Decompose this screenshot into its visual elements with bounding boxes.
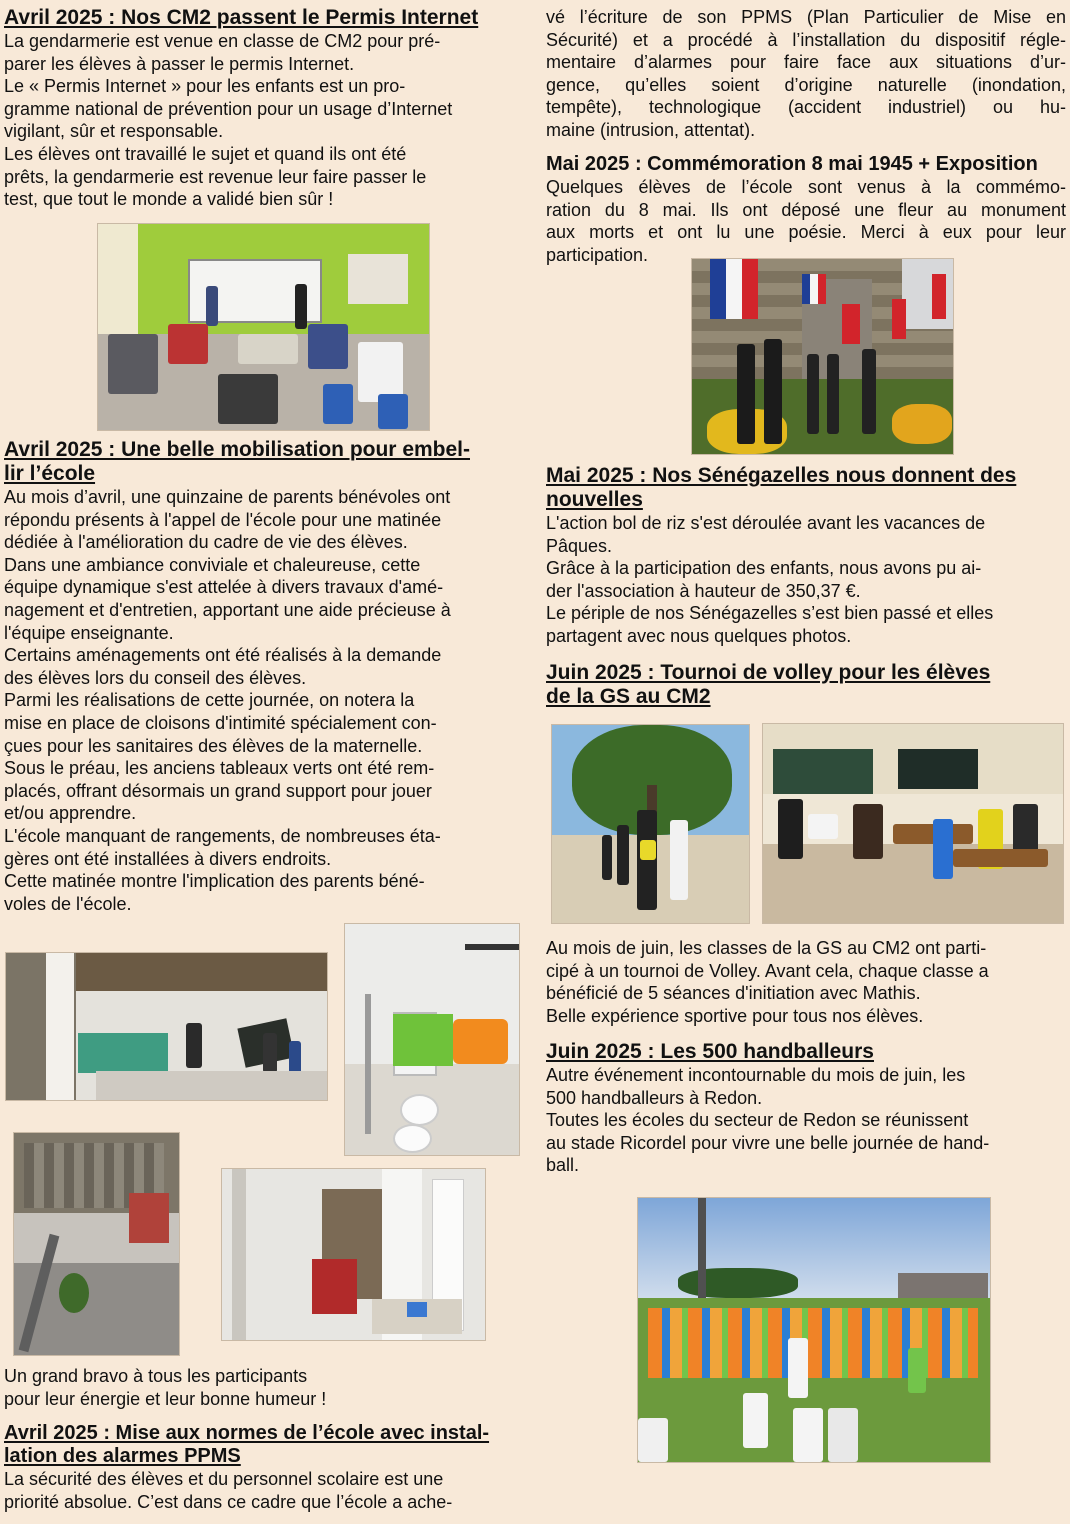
article-permis-internet xyxy=(4,6,526,211)
article-title: lir l’école xyxy=(4,462,96,485)
handball-photo xyxy=(637,1197,991,1463)
paragraph: test, que tout le monde a validé bien sûr ! xyxy=(4,189,334,210)
paragraph: pour leur énergie et leur bonne humeur ! xyxy=(4,1388,327,1409)
article-body xyxy=(546,512,1066,648)
text-line: l'équipe enseignante. xyxy=(4,622,174,643)
text-line: bénéficié de 5 séances d'initiation avec Mathis. xyxy=(546,983,921,1004)
text-line: Quelques élèves de l’école sont venus à la commémo- xyxy=(546,177,1066,197)
text-line: Parmi les réalisations de cette journée, on notera la xyxy=(4,690,415,711)
article-ppms-continued xyxy=(546,6,1066,142)
text-line: maine (intrusion, attentat). xyxy=(546,119,756,140)
text-line: partagent avec nous quelques photos. xyxy=(546,625,852,646)
article-title: Juin 2025 : Tournoi de volley pour les élèves xyxy=(546,661,991,684)
text-line: Cette matinée montre l'implication des parents béné- xyxy=(4,871,425,892)
preau-photo xyxy=(5,952,328,1101)
article-senegazelles xyxy=(546,464,1066,648)
text-line: mentaire d’alarmes pour faire face aux situations d’ur- xyxy=(546,52,1066,73)
article-commemoration xyxy=(546,152,1066,266)
rangements-photo xyxy=(221,1168,486,1341)
article-volley xyxy=(546,661,1066,709)
text-line: des élèves lors du conseil des élèves. xyxy=(4,667,307,688)
volley-body xyxy=(546,937,1066,1027)
text-line: çues pour les sanitaires des élèves de la maternelle. xyxy=(4,735,423,756)
text-line: voles de l'école. xyxy=(4,893,132,914)
text-line: participation. xyxy=(546,244,649,265)
text-line: Au mois d’avril, une quinzaine de parents bénévoles ont xyxy=(4,487,451,507)
article-mobilisation xyxy=(4,438,526,915)
senegal-runners-photo xyxy=(551,724,750,924)
paragraph: Les élèves ont travaillé le sujet et quand ils ont été xyxy=(4,143,407,164)
article-handball xyxy=(546,1040,1066,1177)
paragraph: priorité absolue. C’est dans ce cadre que l’école a ache- xyxy=(4,1491,453,1512)
article-title: Avril 2025 : Nos CM2 passent le Permis Internet xyxy=(4,6,479,29)
article-body xyxy=(546,6,1066,142)
paragraph: La sécurité des élèves et du personnel scolaire est une xyxy=(4,1469,444,1489)
commemoration-photo xyxy=(691,258,954,455)
cour-photo xyxy=(13,1132,180,1356)
paragraph: Le « Permis Internet » pour les enfants est un pro- xyxy=(4,76,406,97)
text-line: Sous le préau, les anciens tableaux verts ont été rem- xyxy=(4,758,435,779)
article-body xyxy=(546,937,1066,1027)
text-line: nagement et d'entretien, apportant une aide précieuse à xyxy=(4,599,451,620)
text-line: Dans une ambiance conviviale et chaleureuse, cette xyxy=(4,554,421,575)
text-line: et/ou apprendre. xyxy=(4,803,137,824)
text-line: placés, offrant désormais un grand support pour jouer xyxy=(4,780,432,801)
paragraph: vigilant, sûr et responsable. xyxy=(4,121,224,142)
article-title: Avril 2025 : Mise aux normes de l’école avec instal- xyxy=(4,1422,490,1444)
text-line: Pâques. xyxy=(546,535,613,556)
bravo-text xyxy=(4,1365,526,1410)
text-line: Grâce à la participation des enfants, nous avons pu ai- xyxy=(546,558,982,579)
classroom-photo xyxy=(97,223,430,431)
article-ppms xyxy=(4,1422,526,1513)
text-line: Au mois de juin, les classes de la GS au CM2 ont parti- xyxy=(546,938,987,958)
paragraph: gramme national de prévention pour un usage d’Internet xyxy=(4,98,453,119)
senegal-classroom-photo xyxy=(762,723,1064,924)
text-line: cipé à un tournoi de Volley. Avant cela, chaque classe a xyxy=(546,960,989,981)
text-line: gères ont été installées à divers endroits. xyxy=(4,848,332,869)
text-line: Certains aménagements ont été réalisés à la demande xyxy=(4,645,442,666)
article-body xyxy=(546,176,1066,266)
text-line: Sécurité) et a procédé à l’installation du dispositif régle- xyxy=(546,29,1066,50)
text-line: au stade Ricordel pour vivre une belle journée de hand- xyxy=(546,1132,990,1153)
article-body xyxy=(546,1064,1066,1177)
text-line: répondu présents à l'appel de l'école pour une matinée xyxy=(4,509,442,530)
text-line: tempête), technologique (accident industriel) ou hu- xyxy=(546,97,1066,118)
text-line: ration du 8 mai. Ils ont déposé une fleur au monument xyxy=(546,199,1066,220)
text-line: gence, qu’elles soient d’origine naturelle (inondation, xyxy=(546,74,1066,95)
paragraph: prêts, la gendarmerie est revenue leur faire passer le xyxy=(4,166,427,187)
article-title: Mai 2025 : Commémoration 8 mai 1945 + Exposition xyxy=(546,153,1038,175)
text-line: L'action bol de riz s'est déroulée avant les vacances de xyxy=(546,513,986,533)
sanitaires-photo xyxy=(344,923,520,1156)
text-line: der l'association à hauteur de 350,37 €. xyxy=(546,580,861,601)
article-title: Juin 2025 : Les 500 handballeurs xyxy=(546,1040,874,1063)
text-line: Le périple de nos Sénégazelles s’est bien passé et elles xyxy=(546,603,994,624)
paragraph: La gendarmerie est venue en classe de CM2 pour pré- xyxy=(4,31,441,51)
text-line: 500 handballeurs à Redon. xyxy=(546,1087,763,1108)
text-line: ball. xyxy=(546,1155,580,1176)
text-line: vé l’écriture de son PPMS (Plan Particulier de Mise en xyxy=(546,7,1066,27)
article-title: Mai 2025 : Nos Sénégazelles nous donnent des xyxy=(546,464,1017,487)
article-title: lation des alarmes PPMS xyxy=(4,1445,241,1467)
article-title: nouvelles xyxy=(546,488,643,511)
article-title: Avril 2025 : Une belle mobilisation pour embel- xyxy=(4,438,470,461)
text-line: équipe dynamique s'est attelée à divers travaux d'amé- xyxy=(4,577,444,598)
text-line: dédiée à l'amélioration du cadre de vie des élèves. xyxy=(4,532,408,553)
text-line: aux morts et ont lu une poésie. Merci à eux pour leur xyxy=(546,222,1066,243)
text-line: L'école manquant de rangements, de nombreuses éta- xyxy=(4,825,441,846)
text-line: Autre événement incontournable du mois de juin, les xyxy=(546,1065,966,1085)
text-line: mise en place de cloisons d'intimité spécialement con- xyxy=(4,712,437,733)
article-title: de la GS au CM2 xyxy=(546,685,711,708)
paragraph: parer les élèves à passer le permis Internet. xyxy=(4,53,355,74)
article-body xyxy=(4,486,526,915)
text-line: Belle expérience sportive pour tous nos élèves. xyxy=(546,1005,924,1026)
paragraph: Un grand bravo à tous les participants xyxy=(4,1366,308,1386)
text-line: Toutes les écoles du secteur de Redon se réunissent xyxy=(546,1110,969,1131)
